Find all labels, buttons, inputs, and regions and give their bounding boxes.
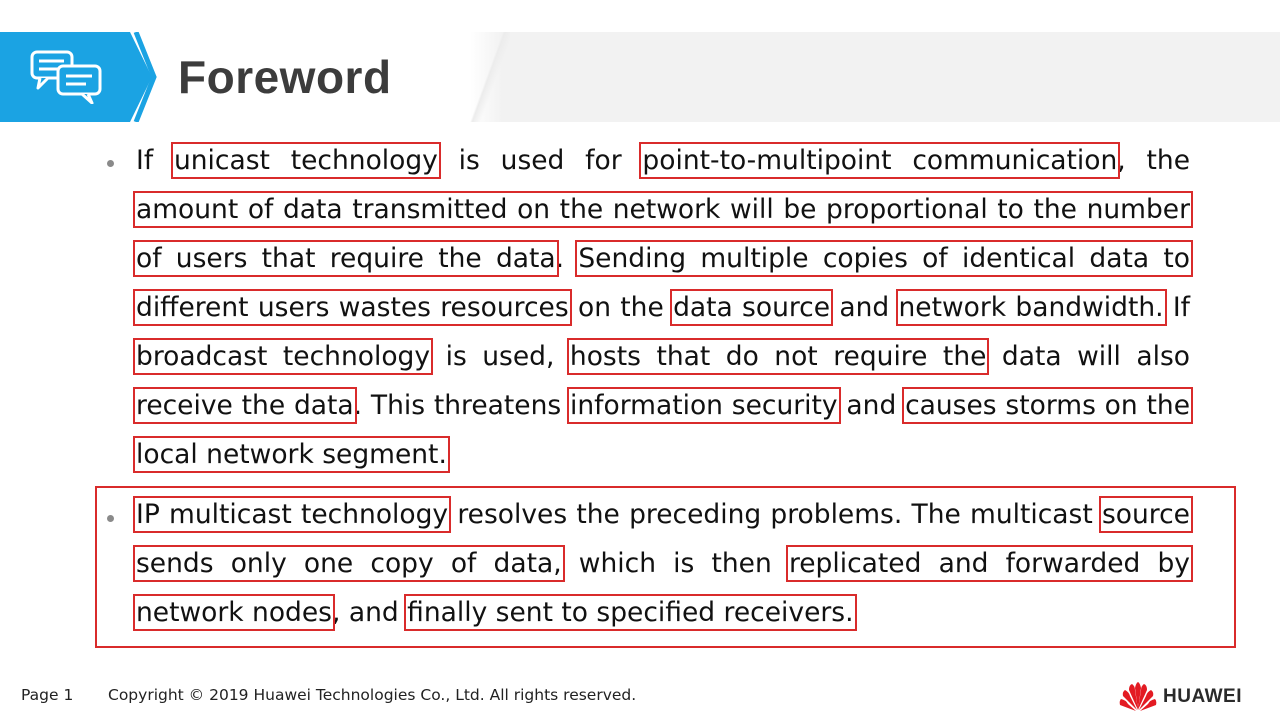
text-segment: If [1163, 292, 1190, 323]
highlight-replicated-forwarded: replicated and forwarded by network nodes [136, 548, 1190, 628]
text-segment: and [830, 292, 899, 323]
header-chevron-shadow [470, 32, 510, 122]
bullet-dot [107, 515, 114, 522]
highlight-network-bandwidth: network bandwidth. [898, 292, 1164, 323]
highlight-information-security: information security [570, 390, 838, 421]
text-segment: resolves the preceding problems. The multicast [448, 499, 1102, 530]
highlight-unicast-technology: unicast technology [173, 145, 438, 176]
highlight-receive-the-data: receive the data [136, 390, 354, 421]
text-segment: which is then [561, 548, 789, 579]
text-segment: and [837, 390, 906, 421]
highlight-one-copy: source sends only one copy of data, [136, 499, 1190, 579]
text-segment: on the [568, 292, 674, 323]
highlight-data-source: data source [673, 292, 831, 323]
highlight-causes-storms: causes storms on the local network segment. [136, 390, 1190, 470]
text-segment: , the [1117, 145, 1190, 176]
huawei-logo-icon [1118, 680, 1158, 712]
text-segment: If [136, 145, 174, 176]
highlight-broadcast-technology: broadcast technology [136, 341, 431, 372]
text-segment: . This threatens [353, 390, 571, 421]
text-segment: . [555, 243, 579, 274]
highlight-point-to-multipoint: point-to-multipoint communication [642, 145, 1118, 176]
paragraph-unicast-broadcast [136, 136, 1190, 479]
highlight-ip-multicast-technology: IP multicast technology [136, 499, 449, 530]
highlight-data-proportional: amount of data transmitted on the network will be proportional to the number of users that require the data [136, 194, 1190, 274]
highlight-hosts-not-require: hosts that do not require the [569, 341, 987, 372]
highlight-specified-receivers: finally sent to specified receivers. [407, 597, 854, 628]
text-segment: , and [331, 597, 408, 628]
copyright-notice: Copyright © 2019 Huawei Technologies Co., Ltd. All rights reserved. [108, 686, 637, 704]
text-segment: is used for [437, 145, 643, 176]
chevron-right-icon [132, 32, 158, 122]
text-segment: is used, [430, 341, 570, 372]
bullet-dot [107, 160, 114, 167]
text-segment: data will also [986, 341, 1191, 372]
page-title: Foreword [178, 51, 392, 103]
page-number: Page 1 [21, 686, 74, 704]
header-band [470, 32, 1280, 122]
paragraph-ip-multicast [136, 490, 1190, 637]
huawei-brand-text: HUAWEI [1163, 686, 1242, 707]
highlight-wastes-resources: Sending multiple copies of identical data to different users wastes resources [136, 243, 1190, 323]
chat-bubbles-icon [30, 48, 106, 104]
